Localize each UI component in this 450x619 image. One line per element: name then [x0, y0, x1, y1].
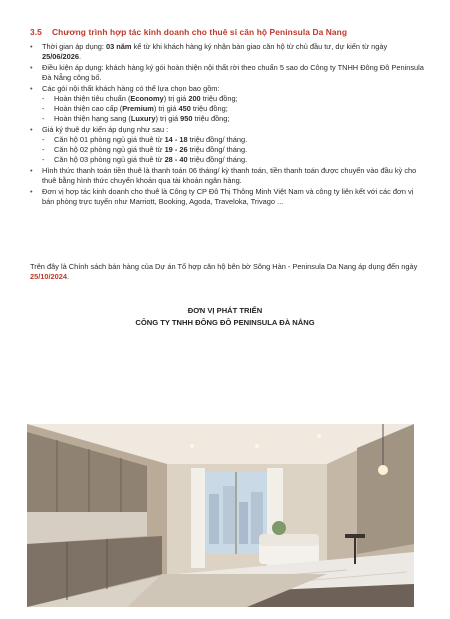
package-name: Luxury	[130, 114, 156, 123]
payment-text: Hình thức thanh toán tiền thuê là thanh toán 06 tháng/ kỳ thanh toán, tiền thanh toán được chuyển vào đầu kỳ cho thuê bằng hình thức chuyển khoản qua tài khoản ngân hàng.	[42, 166, 417, 185]
rent-intro: Giá ký thuê dự kiến áp dụng như sau :	[42, 125, 169, 134]
package-price: 200	[188, 94, 201, 103]
package-name: Economy	[130, 94, 164, 103]
condition-text: Điều kiện áp dụng: khách hàng ký gói hoàn thiện nội thất rời theo chuẩn 5 sao do Công ty TNHH Đông Đô Peninsula Đà Nẵng công bố.	[42, 63, 424, 82]
closing-text: Trên đây là Chính sách bán hàng của Dự án Tổ hợp căn hộ bên bờ Sông Hàn - Peninsula Da Nang áp dụng đến ngày	[30, 262, 418, 271]
duration-text-3: .	[79, 52, 82, 61]
rent-item	[42, 145, 425, 155]
package-item	[42, 94, 425, 104]
developer-label: ĐƠN VỊ PHÁT TRIỂN	[187, 306, 263, 315]
rent-range: 19 - 26	[164, 145, 188, 154]
rent-text: Căn hộ 01 phòng ngủ giá thuê từ	[54, 135, 165, 144]
list-item-condition	[30, 63, 425, 83]
list-item-duration	[30, 42, 425, 62]
rent-text: Căn hộ 03 phòng ngủ giá thuê từ	[54, 155, 165, 164]
package-list	[42, 94, 425, 124]
package-text: ) trị giá	[155, 114, 181, 123]
kitchen-living-room-image	[27, 424, 414, 607]
partner-text: Đơn vị hợp tác kinh doanh cho thuê là Công ty CP Đô Thị Thông Minh Việt Nam và công ty liên kết với các đơn vị bán phòng trực tuyến như Marriott, Booking, Agoda, Traveloka, Trivago ...	[42, 187, 414, 206]
section-number: 3.5	[30, 27, 42, 37]
rent-text: triệu đồng/ tháng.	[187, 155, 248, 164]
duration-text-2: kể từ khi khách hàng ký nhận bàn giao căn hộ từ chủ đầu tư, dự kiến từ ngày	[131, 42, 388, 51]
closing-date: 25/10/2024	[30, 272, 67, 281]
list-item-rent-prices	[30, 125, 425, 165]
rent-item	[42, 135, 425, 145]
rent-range: 14 - 18	[164, 135, 188, 144]
rent-list	[42, 135, 425, 165]
duration-years: 03 năm	[106, 42, 132, 51]
package-text: Hoàn thiện hạng sang (	[54, 114, 131, 123]
list-item-packages	[30, 84, 425, 124]
package-price: 450	[178, 104, 191, 113]
package-text: Hoàn thiện tiêu chuẩn (	[54, 94, 131, 103]
package-item	[42, 104, 425, 114]
developer-company: CÔNG TY TNHH ĐÔNG ĐÔ PENINSULA ĐÀ NẴNG	[135, 318, 315, 327]
policy-bullet-list	[30, 42, 425, 208]
package-text: triệu đồng;	[190, 104, 228, 113]
rent-range: 28 - 40	[164, 155, 188, 164]
rent-text: Căn hộ 02 phòng ngủ giá thuê từ	[54, 145, 165, 154]
rent-item	[42, 155, 425, 165]
list-item-payment	[30, 166, 425, 186]
package-text: ) trị giá	[163, 94, 189, 103]
section-title: Chương trình hợp tác kinh doanh cho thuê sỉ căn hộ Peninsula Da Nang	[52, 27, 348, 37]
list-item-partner	[30, 187, 425, 207]
package-text: Hoàn thiện cao cấp (	[54, 104, 123, 113]
rent-text: triệu đồng/ tháng.	[187, 145, 248, 154]
package-text: triệu đồng;	[200, 94, 238, 103]
duration-text: Thời gian áp dụng:	[42, 42, 107, 51]
package-text: triệu đồng;	[192, 114, 230, 123]
packages-intro: Các gói nội thất khách hàng có thể lựa chọn bao gồm:	[42, 84, 220, 93]
rent-text: triệu đồng/ tháng.	[187, 135, 248, 144]
section-heading	[30, 27, 430, 37]
closing-text-end: .	[67, 272, 70, 281]
package-item	[42, 114, 425, 124]
package-price: 950	[180, 114, 193, 123]
closing-paragraph	[30, 262, 425, 282]
duration-start-date: 25/06/2026	[42, 52, 79, 61]
interior-photo	[27, 424, 414, 607]
package-name: Premium	[122, 104, 154, 113]
package-text: ) trị giá	[153, 104, 179, 113]
